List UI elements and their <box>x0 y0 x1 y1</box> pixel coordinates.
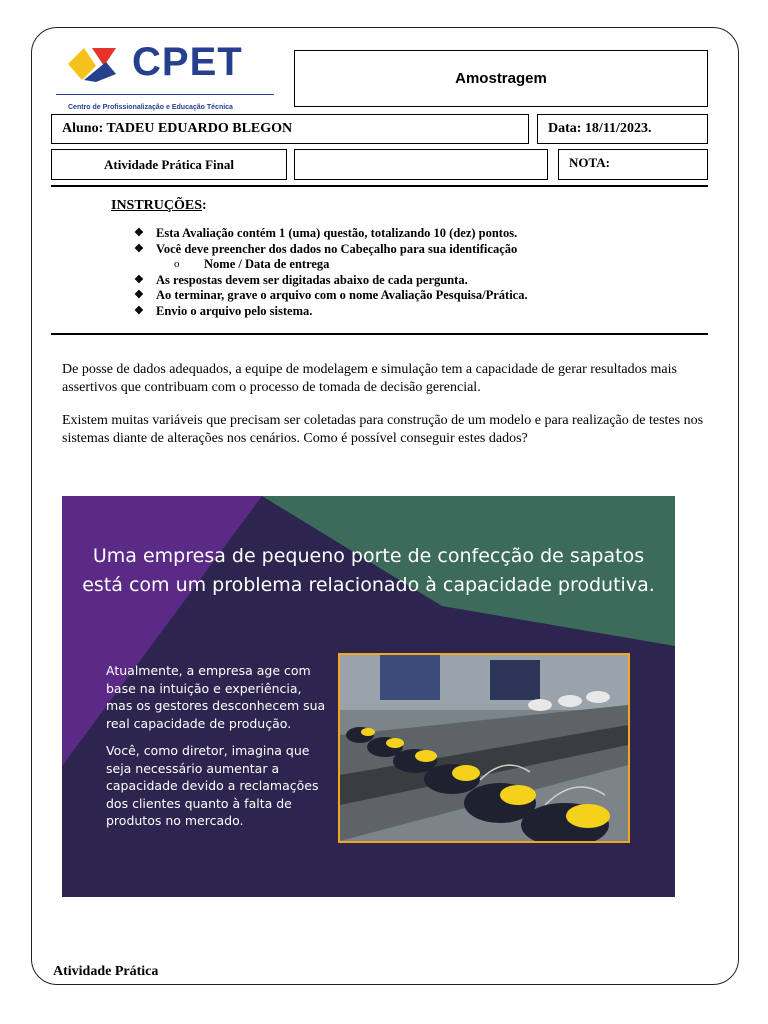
footer-label: Atividade Prática <box>53 964 159 979</box>
list-item: ❖ Esta Avaliação contém 1 (uma) questão, totalizando 10 (dez) pontos. <box>134 226 518 240</box>
panel-text-2: Você, como diretor, imagina que seja necessário aumentar a capacidade devido a reclamações dos clientes quanto à falta de produtos no mercado. <box>106 743 319 828</box>
list-item: ❖ Ao terminar, grave o arquivo com o nome Avaliação Pesquisa/Prática. <box>134 288 528 302</box>
date-field: Data: 18/11/2023. <box>537 114 708 144</box>
instructions-heading: INSTRUÇÕES: <box>111 198 207 213</box>
list-item: ❖ Você deve preencher dos dados no Cabeçalho para sua identificação <box>134 241 518 256</box>
logo-subtitle: Centro de Profissionalização e Educação Técnica <box>68 104 233 111</box>
shoe-factory-photo <box>338 653 630 843</box>
logo-divider <box>56 94 274 95</box>
bullet-icon: ❖ <box>134 304 144 317</box>
list-item: ❖ As respostas devem ser digitadas abaixo de cada pergunta. <box>134 272 468 287</box>
bullet-icon: ❖ <box>134 289 144 301</box>
shoe-production-line-icon <box>340 655 628 841</box>
panel-title: Uma empresa de pequeno porte de confecção de sapatos está com um problema relacionado à capacidade produtiva. <box>82 545 655 596</box>
panel-text-1: Atualmente, a empresa age com base na intuição e experiência, mas os gestores desconhecem sua real capacidade de produção. <box>106 663 326 731</box>
case-study-image <box>62 496 675 897</box>
instructions-list <box>134 226 528 319</box>
activity-label: Atividade Prática Final <box>51 149 287 180</box>
bullet-icon: ❖ <box>134 273 144 286</box>
logo-text: CPET <box>132 40 243 84</box>
instructions-rule <box>51 333 708 335</box>
nota-field: NOTA: <box>558 149 708 180</box>
blank-field <box>294 149 548 180</box>
header-rule <box>51 185 708 187</box>
bullet-icon: ❖ <box>134 227 144 239</box>
aluno-field: Aluno: TADEU EDUARDO BLEGON <box>51 114 529 144</box>
sub-bullet-icon: o <box>174 258 180 270</box>
list-item: ❖ Envio o arquivo pelo sistema. <box>134 303 313 318</box>
paragraph-2: Existem muitas variáveis que precisam ser coletadas para construção de um modelo e para realização de testes nos sistemas diante de alterações nos cenários. Como é possível conseguir estes dados? <box>62 413 704 446</box>
paragraph-1: De posse de dados adequados, a equipe de modelagem e simulação tem a capacidade de gerar resultados mais assertivos que contribuam com o processo de tomada de decisão gerencial. <box>62 362 677 395</box>
document-title: Amostragem <box>294 50 708 107</box>
bullet-icon: ❖ <box>134 242 144 255</box>
list-subitem: o Nome / Data de entrega <box>174 257 330 271</box>
